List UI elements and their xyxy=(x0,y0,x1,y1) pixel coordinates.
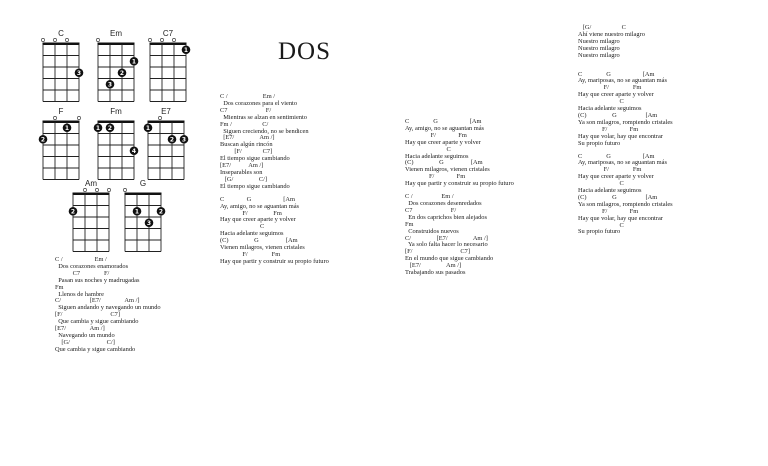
chord-line: C7 F/ xyxy=(405,206,457,214)
finger-number: 3 xyxy=(181,136,187,144)
open-string-marker xyxy=(95,188,98,191)
lyric-line: Ay, amigo, no se aguantan más xyxy=(220,202,300,210)
chord-name: Fm xyxy=(110,107,122,116)
finger-number: 2 xyxy=(158,208,164,216)
chord-line: [E7/ Am /] xyxy=(220,162,264,170)
chord-line: [G/ C/] xyxy=(220,175,268,183)
open-string-marker xyxy=(172,38,175,41)
lyric-line: (C) G [Am xyxy=(405,159,483,167)
lyric-line: Ya son milagros, rompiendo cristales xyxy=(578,200,673,208)
chord-grid xyxy=(142,106,190,182)
finger-number: 1 xyxy=(183,46,189,54)
open-string-marker xyxy=(83,188,86,191)
lyric-line: En dos caprichos bien alejados xyxy=(405,213,487,221)
lyric-line: Nuestro milagro xyxy=(578,44,620,52)
chord-diagram-c xyxy=(37,28,85,108)
lyric-line: En el mundo que sigue cambiando xyxy=(405,255,494,263)
chord-name: E7 xyxy=(161,107,171,116)
chord-grid xyxy=(119,178,167,254)
lyric-line: Ay, mariposas, no se aguantan más xyxy=(578,77,667,85)
open-string-marker xyxy=(148,38,151,41)
nut xyxy=(125,193,162,196)
chord-line: [G/ C xyxy=(578,24,626,31)
lyric-line: Siguen andando y navegando un mundo xyxy=(55,304,161,312)
lyric-line: Que cambia y sigue cambiando xyxy=(55,318,139,326)
lyric-line: Nuestro milagro xyxy=(578,51,620,59)
lyric-line: Hay que partir y construir su propio futuro xyxy=(405,180,514,188)
open-string-marker xyxy=(123,188,126,191)
chord-line: C / Em / xyxy=(405,193,454,201)
chord-diagram-fm xyxy=(92,106,140,186)
lyric-line: Hay que creer aparte y volver xyxy=(578,91,654,99)
open-string-marker xyxy=(158,116,161,119)
chord-grid xyxy=(92,106,140,182)
lyric-line: Hacia adelante seguimos xyxy=(405,152,469,160)
open-string-marker xyxy=(77,116,80,119)
chord-line: [F/ C7] xyxy=(220,148,273,156)
chord-line: C7 F/ xyxy=(220,106,272,114)
lyric-line: Construidos nuevos xyxy=(405,227,459,235)
lyric-line: Ya son milagros, rompiendo cristales xyxy=(578,118,673,126)
lyric-line: Pasan sus noches y madrugadas xyxy=(55,276,140,284)
chord-line: Fm xyxy=(405,220,414,228)
chord-line: C G [Am xyxy=(578,152,655,160)
chord-line: F/ Fm xyxy=(220,209,282,217)
lyrics-column-4 xyxy=(578,25,673,236)
open-string-marker xyxy=(96,38,99,41)
lyric-line: Ay, mariposas, no se aguantan más xyxy=(578,159,667,167)
open-string-marker xyxy=(160,38,163,41)
finger-number: 2 xyxy=(107,124,113,132)
open-string-marker xyxy=(41,38,44,41)
finger-number: 3 xyxy=(146,219,152,227)
chord-name: C xyxy=(58,29,64,38)
nut xyxy=(150,43,187,46)
chord-grid xyxy=(37,28,85,104)
chord-line: C G [Am xyxy=(220,195,295,203)
lyric-line: (C) G [Am xyxy=(578,193,658,201)
finger-number: 1 xyxy=(131,58,137,66)
chord-grid xyxy=(92,28,140,104)
open-string-marker xyxy=(53,38,56,41)
chord-line: C xyxy=(578,98,624,106)
lyric-line: Vienen milagros, vienen cristales xyxy=(405,166,490,174)
chord-name: Am xyxy=(85,179,97,188)
open-string-marker xyxy=(53,116,56,119)
chord-line: C/ [E7/ Am /] xyxy=(55,297,140,305)
lyrics-column-2 xyxy=(220,94,329,266)
lyric-line: El tiempo sigue cambiando xyxy=(220,155,290,163)
chord-diagram-c7 xyxy=(144,28,192,108)
lyric-line: Hacia adelante seguimos xyxy=(578,105,642,113)
lyric-line: Hacia adelante seguimos xyxy=(578,187,642,195)
chord-grid xyxy=(67,178,115,254)
lyric-line: Hay que creer aparte y volver xyxy=(578,173,654,181)
chord-line: [E7/ Am /] xyxy=(55,325,105,333)
finger-number: 2 xyxy=(40,136,46,144)
lyric-line: Hay que creer aparte y volver xyxy=(220,216,296,224)
chord-diagram-f xyxy=(37,106,85,186)
chord-line: [E7/ Am /] xyxy=(405,262,462,270)
chord-line: F/ Fm xyxy=(578,125,639,133)
chord-line: C/ [E7/ Am /] xyxy=(405,234,488,242)
finger-number: 1 xyxy=(64,124,70,132)
chord-grid xyxy=(37,106,85,182)
finger-number: 3 xyxy=(76,69,82,77)
chord-line: [F/ C7] xyxy=(55,311,120,319)
chord-name: Em xyxy=(110,29,122,38)
lyric-line: Dos corazones desenredados xyxy=(405,199,482,207)
chord-line: C xyxy=(578,180,624,188)
lyrics-column-3 xyxy=(405,119,514,277)
lyric-line: Inseparables son xyxy=(220,168,263,176)
lyric-line: Ahí viene nuestro milagro xyxy=(578,30,645,38)
chord-line: F/ Fm xyxy=(405,131,467,139)
finger-number: 1 xyxy=(134,208,140,216)
finger-number: 4 xyxy=(131,147,137,155)
lyric-line: Llenos de hambre xyxy=(55,290,104,298)
finger-number: 1 xyxy=(95,124,101,132)
lyric-line: Mientras se alzan en sentimiento xyxy=(220,113,307,121)
lyric-line: Navegando un mundo xyxy=(55,331,115,339)
chord-diagram-am xyxy=(67,178,115,258)
lyric-line: Dos corazones enamorados xyxy=(55,262,129,270)
chord-line: C xyxy=(578,221,624,229)
finger-number: 2 xyxy=(119,69,125,77)
chord-diagram-g xyxy=(119,178,167,258)
finger-number: 1 xyxy=(145,124,151,132)
chord-line: F/ Fm xyxy=(578,207,639,215)
chord-line: C xyxy=(220,223,265,231)
chord-line: Fm xyxy=(55,283,64,291)
chord-line: F/ Fm xyxy=(578,84,642,92)
lyric-line: Su propio futuro xyxy=(578,228,621,236)
lyric-line: Trabajando sus pasados xyxy=(405,269,466,277)
nut xyxy=(98,121,135,124)
nut xyxy=(73,193,110,196)
lyric-line: Su propio futuro xyxy=(578,139,621,147)
chord-line: C G [Am xyxy=(405,118,482,125)
lyric-line: Hay que creer aparte y volver xyxy=(405,138,481,146)
finger-number: 2 xyxy=(70,208,76,216)
chord-line: C xyxy=(405,145,451,153)
chord-line: C7 F/ xyxy=(55,269,110,277)
chord-line: F/ Fm xyxy=(405,173,466,181)
finger-number: 2 xyxy=(169,136,175,144)
chord-diagram-em xyxy=(92,28,140,108)
lyric-line: Que cambia y sigue cambiando xyxy=(55,345,136,353)
chord-line: [F/ C7] xyxy=(405,248,470,256)
lyrics-column-1 xyxy=(55,257,161,354)
nut xyxy=(43,121,80,124)
lyric-line: Dos corazones para el viento xyxy=(220,99,298,107)
lyric-line: Hacia adelante seguimos xyxy=(220,230,284,238)
open-string-marker xyxy=(107,188,110,191)
lyric-line: Ay, amigo, no se aguantan más xyxy=(405,124,485,132)
chord-line: C / Em / xyxy=(55,256,107,263)
open-string-marker xyxy=(65,38,68,41)
lyric-line: Ya solo falta hacer lo necesario xyxy=(405,241,488,249)
chord-line: F/ Fm xyxy=(220,250,281,258)
nut xyxy=(43,43,80,46)
chord-line: F/ Fm xyxy=(578,166,642,174)
lyric-line: Hay que partir y construir su propio futuro xyxy=(220,257,329,265)
lyric-line: Buscan algún rincón xyxy=(220,141,273,149)
chord-grid xyxy=(144,28,192,104)
chord-diagram-e7 xyxy=(139,106,190,188)
nut xyxy=(148,121,185,124)
chord-line: C / Em / xyxy=(220,93,276,100)
lyric-line: (C) G [Am xyxy=(220,237,298,245)
lyric-line: (C) G [Am xyxy=(578,111,658,119)
song-title: DOS xyxy=(278,38,332,65)
chord-name: C7 xyxy=(162,29,174,38)
chord-line: Fm / C/ xyxy=(220,120,269,128)
finger-number: 3 xyxy=(107,81,113,89)
chord-name: F xyxy=(58,107,64,116)
lyric-line: Hay que volar, hay que encontrar xyxy=(578,132,663,140)
lyric-line: Hay que volar, hay que encontrar xyxy=(578,214,663,222)
lyric-line: Siguen creciendo, no se bendicen xyxy=(220,127,309,135)
chord-line: [E7/ Am /] xyxy=(220,134,275,142)
lyric-line: El tiempo sigue cambiando xyxy=(220,182,290,190)
nut xyxy=(98,43,135,46)
chord-line: C G [Am xyxy=(578,70,655,78)
chord-name: G xyxy=(139,179,147,188)
lyric-line: Nuestro milagro xyxy=(578,37,620,45)
lyric-line: Vienen milagros, vienen cristales xyxy=(220,244,305,252)
chord-line: [G/ C/] xyxy=(55,338,115,346)
